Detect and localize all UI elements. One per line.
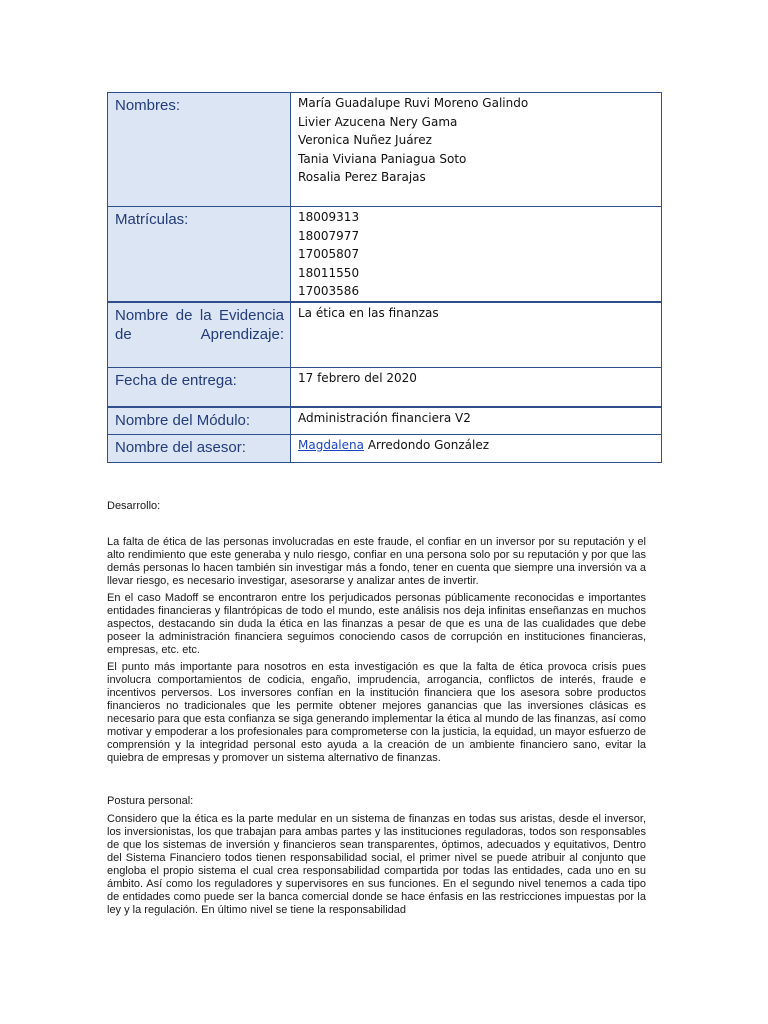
student-name: Livier Azucena Nery Gama (298, 114, 458, 129)
cover-info-table (107, 92, 662, 463)
label-fecha: Fecha de entrega: (108, 368, 291, 407)
label-modulo: Nombre del Módulo: (108, 407, 291, 435)
asesor-first-name-link[interactable]: Magdalena (298, 438, 364, 452)
student-id: 18011550 (298, 265, 360, 280)
label-nombres: Nombres: (108, 93, 291, 207)
desarrollo-section (107, 500, 646, 513)
row-fecha (108, 368, 662, 407)
student-id: 17003586 (298, 284, 360, 298)
student-id: 18007977 (298, 228, 360, 243)
row-matriculas (108, 207, 662, 302)
desarrollo-body (107, 536, 646, 765)
postura-heading: Postura personal: (107, 795, 194, 807)
student-name: María Guadalupe Ruvi Moreno Galindo (298, 96, 529, 110)
paragraph: El punto más importante para nosotros en esta investigación es que la falta de ética provoca crisis pues involucra comportamientos de codicia, engaño, imprudencia, arrogancia, conflictos de interés, fraude e incentivos perversos. Los inversores confían en la institución financiera que los asesora sobre productos financieros no tradicionales que les permite obtener mejores ganancias que las inversiones clásicas es necesario para que esta confianza se siga generando implementar la ética al mundo de las finanzas, así como motivar y empoderar a los profesionales para comprometerse con la justicia, la equidad, un mayor esfuerzo de comprensión y la integridad personal esto ayuda a la creación de un ambiente financiero sano, evitar la quiebra de empresas y promover un sistema alternativo de finanzas. (107, 661, 646, 764)
value-matriculas (291, 207, 662, 302)
label-evidencia: Nombre de la Evidencia de Aprendizaje: (108, 302, 291, 368)
label-matriculas: Matrículas: (108, 207, 291, 302)
desarrollo-heading: Desarrollo: (107, 500, 161, 512)
row-nombres (108, 93, 662, 207)
label-asesor: Nombre del asesor: (108, 435, 291, 463)
value-nombres (291, 93, 662, 207)
student-name: Tania Viviana Paniagua Soto (298, 151, 467, 166)
paragraph: La falta de ética de las personas involucradas en este fraude, el confiar en un inversor por su reputación y el alto rendimiento que este generaba y nulo riesgo, confiar en una persona solo por su reputación y por que las demás personas lo hacen también sin investigar más a fondo, tener en cuenta que siempre una inversión va a llevar riesgo, es necesario investigar, asesorarse y analizar antes de invertir. (107, 536, 646, 587)
value-fecha: 17 febrero del 2020 (291, 368, 662, 407)
row-asesor (108, 435, 662, 463)
value-asesor (291, 435, 662, 463)
postura-body (107, 813, 646, 917)
value-modulo: Administración financiera V2 (291, 407, 662, 435)
postura-section (107, 795, 646, 808)
student-id: 17005807 (298, 247, 360, 261)
student-name: Veronica Nuñez Juárez (298, 133, 432, 147)
paragraph: Considero que la ética es la parte medular en un sistema de finanzas en todas sus aristas, desde el inversor, los inversionistas, los que trabajan para ambas partes y las instituciones reguladoras, todos son responsables de que los sistemas de inversión y financieros sean transparentes, óptimos, adecuados y equitativos, Dentro del Sistema Financiero todos tienen responsabilidad social, el primer nivel se puede atribuir al conjunto que engloba el propio sistema el cual crea responsabilidad compartida por todas las entidades, cada uno en su ámbito. Así como los reguladores y supervisores en sus funciones. En el segundo nivel tenemos a cada tipo de entidades como puede ser la banca comercial donde se hace énfasis en las restricciones impuestas por la ley y la regulación. En último nivel se tiene la responsabilidad (107, 813, 646, 916)
value-evidencia: La ética en las finanzas (291, 302, 662, 368)
student-name: Rosalia Perez Barajas (298, 170, 426, 184)
asesor-last-names: Arredondo González (367, 438, 490, 452)
row-evidencia (108, 302, 662, 368)
row-modulo (108, 407, 662, 435)
paragraph: En el caso Madoff se encontraron entre los perjudicados personas públicamente reconocidas e importantes entidades financieras y filantrópicas de todo el mundo, este análisis nos deja infinitas enseñanzas en muchos aspectos, destacando sin duda la ética en las finanzas a pesar de que es una de las cualidades que debe poseer la administración financiera seguimos conociendo casos de corrupción en instituciones financieras, empresas, etc. etc. (107, 592, 646, 656)
student-id: 18009313 (298, 210, 360, 224)
